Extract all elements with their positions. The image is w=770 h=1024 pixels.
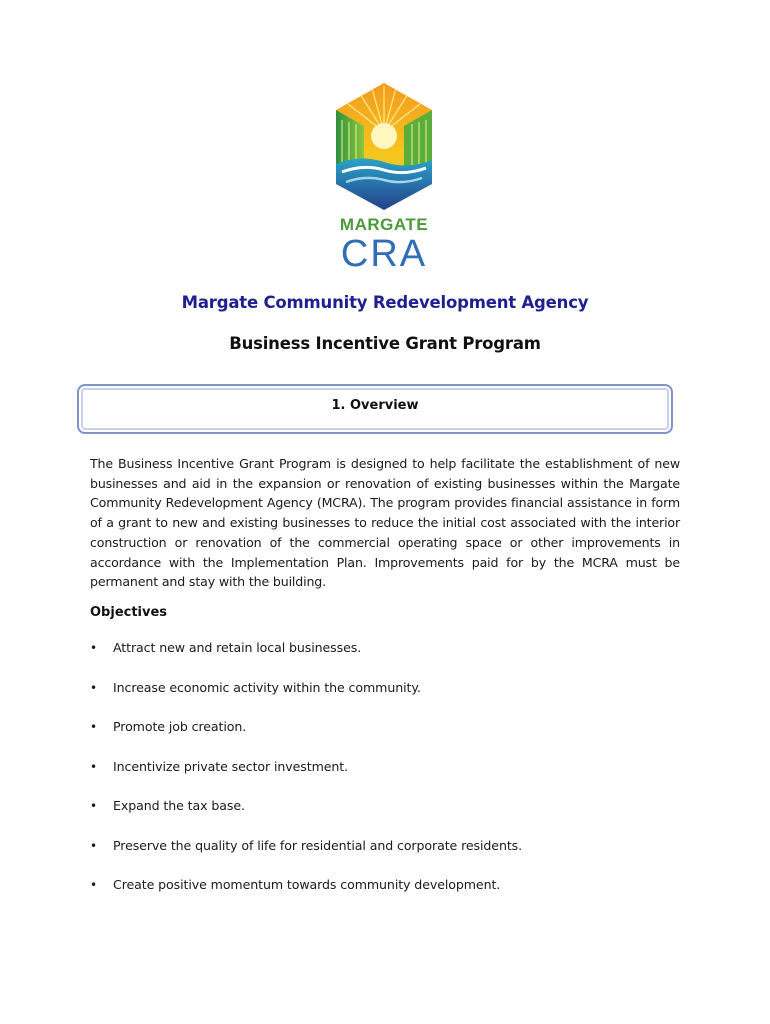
bullet-icon: • [90,799,97,813]
logo-graphic [320,80,448,272]
logo-name-bottom: CRA [340,233,428,272]
list-item [90,638,690,678]
list-item [90,757,690,797]
bullet-icon: • [90,641,97,655]
objective-text: Promote job creation. [113,719,247,734]
bullet-icon: • [90,680,97,695]
logo-name-top: MARGATE [339,215,429,234]
section-title: 1. Overview [331,398,419,413]
list-item [90,678,690,718]
objective-text: Preserve the quality of life for residential and corporate residents. [113,837,523,853]
objective-text: Attract new and retain local businesses. [113,640,362,655]
agency-title: Margate Community Redevelopment Agency [181,293,589,312]
bullet-icon: • [90,878,97,892]
objective-text: Create positive momentum towards community development. [113,877,501,892]
bullet-icon: • [90,720,97,734]
list-item [90,875,690,915]
list-item [90,717,690,757]
objectives-list [90,638,690,915]
objectives-heading: Objectives [90,605,168,620]
program-title: Business Incentive Grant Program [229,334,541,353]
objective-text: Expand the tax base. [113,798,245,813]
objective-text: Increase economic activity within the community. [113,679,421,695]
bullet-icon: • [90,838,97,853]
section-header-box [77,384,673,434]
bullet-icon: • [90,759,97,774]
list-item [90,836,690,876]
list-item [90,796,690,836]
objective-text: Incentivize private sector investment. [113,758,349,774]
margate-cra-logo [320,80,448,272]
overview-paragraph: The Business Incentive Grant Program is designed to help facilitate the establishment of new businesses and aid in the expansion or renovation of existing businesses within the Margate Community Redevelopment Agency (MCRA). The program provides financial assistance in form of a grant to new and existing businesses to reduce the initial cost associated with the interior construction or renovation of the commercial operating space or other improvements in accordance with the Implementation Plan. Improvements paid for by the MCRA must be permanent and stay with the building. [90,456,680,590]
